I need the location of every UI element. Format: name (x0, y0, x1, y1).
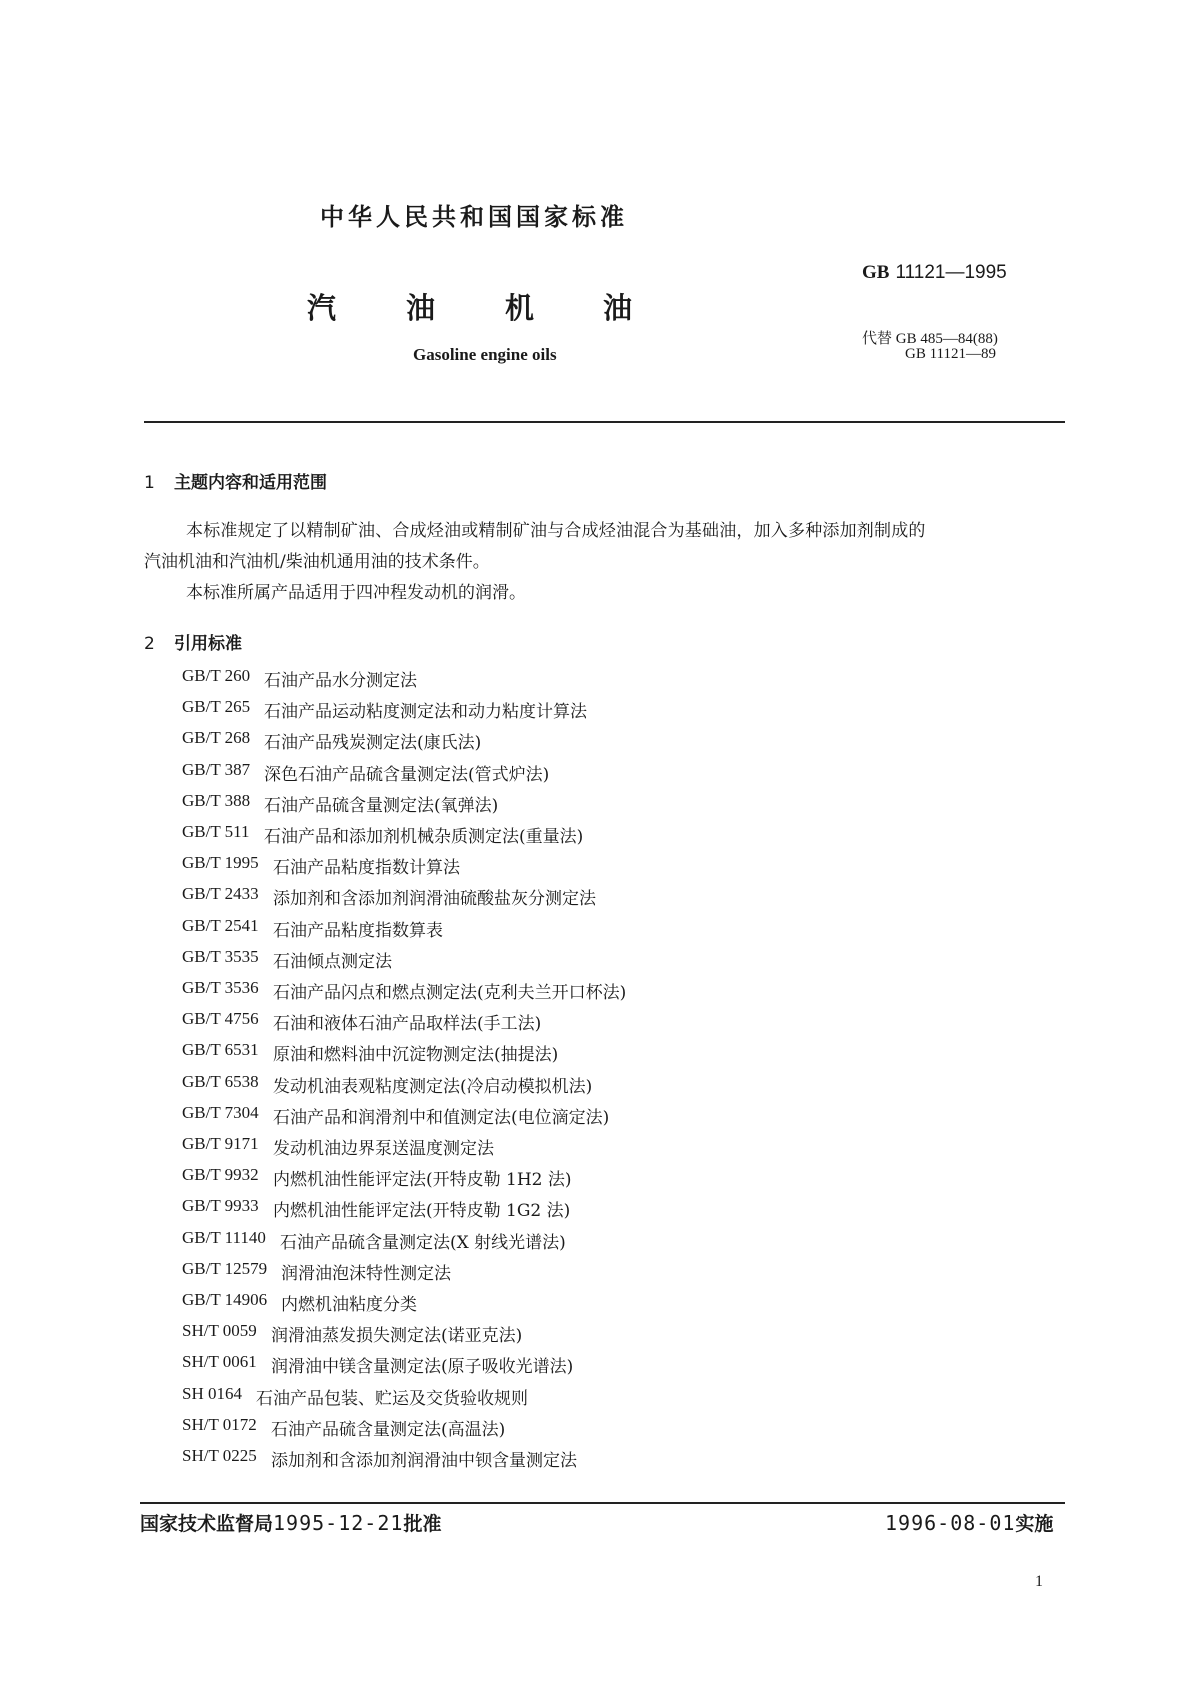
reference-title: 润滑油泡沫特性测定法 (281, 1264, 451, 1284)
section-number: 1 (144, 473, 155, 493)
reference-code: GB/T 12579 (182, 1259, 268, 1278)
reference-title: 石油产品包装、贮运及交货验收规则 (256, 1389, 528, 1409)
reference-title: 发动机油边界泵送温度测定法 (273, 1139, 494, 1159)
reference-title: 石油产品硫含量测定法(氧弹法) (264, 796, 499, 816)
reference-title: 内燃机油粘度分类 (281, 1295, 417, 1315)
reference-title: 石油产品运动粘度测定法和动力粘度计算法 (264, 702, 587, 722)
footer-divider (140, 1502, 1065, 1504)
reference-code: GB/T 388 (182, 791, 251, 810)
english-title: Gasoline engine oils (413, 345, 557, 364)
reference-title: 石油产品和润滑剂中和值测定法(电位滴定法) (273, 1108, 610, 1128)
effective-line (885, 1509, 1053, 1536)
standard-prefix: GB (862, 262, 890, 283)
reference-code: SH/T 0225 (182, 1446, 257, 1465)
reference-title: 石油产品粘度指数算表 (273, 921, 443, 941)
standard-code: 11121—1995 (895, 262, 1007, 283)
section-title: 主题内容和适用范围 (174, 473, 327, 493)
reference-code: SH 0164 (182, 1384, 242, 1403)
section-1-paragraph-1-line-2: 汽油机油和汽油机/柴油机通用油的技术条件。 (144, 552, 490, 572)
reference-title: 添加剂和含添加剂润滑油硫酸盐灰分测定法 (273, 889, 596, 909)
reference-code: GB/T 9932 (182, 1165, 259, 1184)
title-char: 机 (505, 291, 535, 325)
reference-code: GB/T 2433 (182, 884, 259, 903)
reference-code: GB/T 6538 (182, 1072, 259, 1091)
reference-title: 原油和燃料油中沉淀物测定法(抽提法) (273, 1045, 559, 1065)
section-1-paragraph-1-line-1: 本标准规定了以精制矿油、合成烃油或精制矿油与合成烃油混合为基础油，加入多种添加剂制成的 (186, 521, 926, 541)
reference-title: 润滑油中镁含量测定法(原子吸收光谱法) (271, 1357, 574, 1377)
title-char: 汽 (307, 291, 337, 325)
replaces-line-1: 代替 GB 485—84(88) (862, 331, 998, 347)
reference-code: GB/T 511 (182, 822, 250, 841)
approver: 国家技术监督局 (140, 1513, 274, 1535)
reference-code: GB/T 11140 (182, 1228, 266, 1247)
reference-title: 石油产品粘度指数计算法 (273, 858, 460, 878)
reference-code: SH/T 0172 (182, 1415, 257, 1434)
reference-title: 润滑油蒸发损失测定法(诺亚克法) (271, 1326, 523, 1346)
reference-title: 石油产品闪点和燃点测定法(克利夫兰开口杯法) (273, 983, 627, 1003)
section-number: 2 (144, 634, 155, 654)
reference-code: GB/T 265 (182, 697, 251, 716)
reference-title: 石油倾点测定法 (273, 952, 392, 972)
standard-number (862, 262, 1007, 284)
reference-code: GB/T 9171 (182, 1134, 259, 1153)
reference-code: SH/T 0061 (182, 1352, 257, 1371)
reference-code: GB/T 268 (182, 728, 251, 747)
reference-title: 石油产品硫含量测定法(X 射线光谱法) (280, 1233, 566, 1253)
reference-title: 石油产品水分测定法 (264, 671, 417, 691)
reference-title: 添加剂和含添加剂润滑油中钡含量测定法 (271, 1451, 577, 1471)
reference-title: 石油产品和添加剂机械杂质测定法(重量法) (264, 827, 584, 847)
reference-code: GB/T 2541 (182, 916, 259, 935)
reference-title: 内燃机油性能评定法(开特皮勒 1H2 法) (273, 1170, 572, 1190)
reference-code: GB/T 9933 (182, 1196, 259, 1215)
reference-code: GB/T 6531 (182, 1040, 259, 1059)
effective-date: 1996-08-01 (885, 1511, 1016, 1535)
reference-title: 石油产品残炭测定法(康氏法) (264, 733, 482, 753)
approve-word: 批准 (403, 1513, 442, 1535)
effective-word: 实施 (1015, 1513, 1054, 1535)
reference-title: 深色石油产品硫含量测定法(管式炉法) (264, 765, 550, 785)
reference-code: GB/T 387 (182, 760, 251, 779)
reference-code: SH/T 0059 (182, 1321, 257, 1340)
reference-code: GB/T 4756 (182, 1009, 259, 1028)
reference-title: 内燃机油性能评定法(开特皮勒 1G2 法) (273, 1201, 571, 1221)
reference-code: GB/T 260 (182, 666, 251, 685)
section-2-heading (144, 629, 242, 654)
national-standard-heading: 中华人民共和国国家标准 (320, 203, 628, 231)
approve-date: 1995-12-21 (273, 1511, 404, 1535)
page-number: 1 (1035, 1573, 1043, 1590)
header-divider (144, 421, 1065, 423)
reference-code: GB/T 7304 (182, 1103, 259, 1122)
title-char: 油 (406, 291, 436, 325)
section-title: 引用标准 (174, 634, 242, 654)
reference-code: GB/T 3535 (182, 947, 259, 966)
reference-title: 石油产品硫含量测定法(高温法) (271, 1420, 506, 1440)
reference-code: GB/T 3536 (182, 978, 259, 997)
reference-title: 石油和液体石油产品取样法(手工法) (273, 1014, 542, 1034)
approval-line (140, 1509, 441, 1536)
reference-title: 发动机油表观粘度测定法(冷启动模拟机法) (273, 1077, 593, 1097)
section-1-paragraph-2: 本标准所属产品适用于四冲程发动机的润滑。 (186, 583, 526, 603)
replaces-line-2: GB 11121—89 (905, 346, 996, 362)
reference-code: GB/T 1995 (182, 853, 259, 872)
reference-code: GB/T 14906 (182, 1290, 268, 1309)
section-1-heading (144, 468, 327, 493)
title-char: 油 (603, 291, 633, 325)
